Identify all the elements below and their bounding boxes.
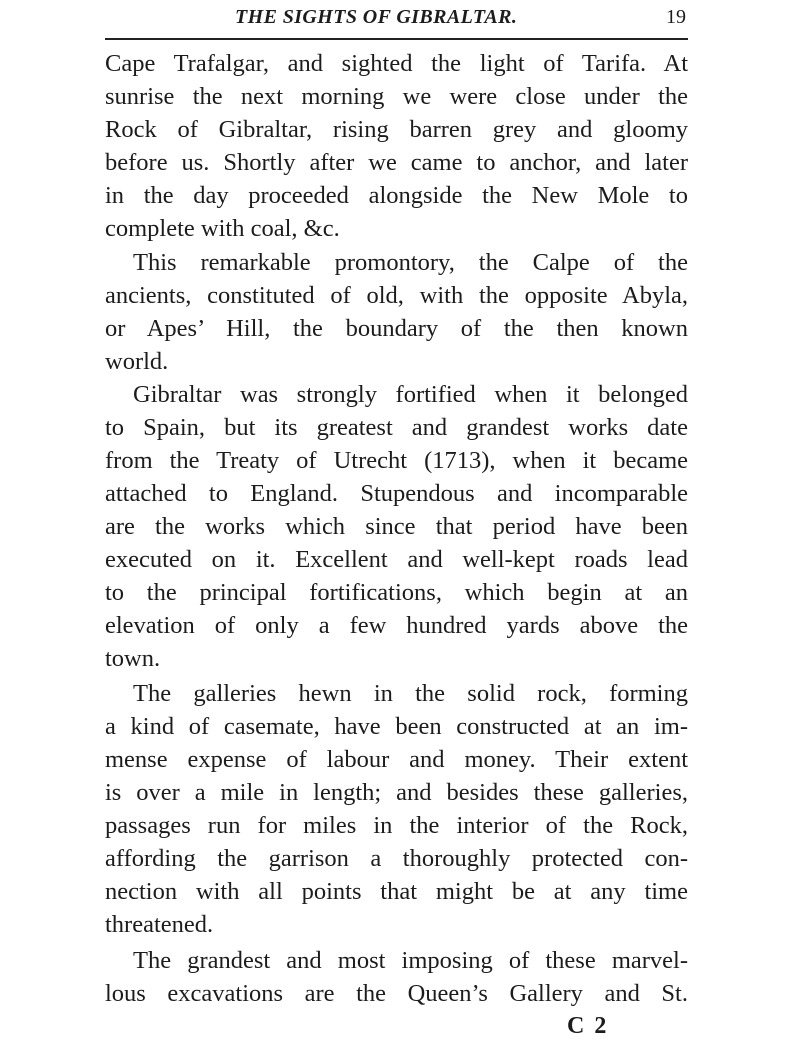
text-line: ancients, constituted of old, with the opposite Abyla, — [105, 282, 688, 309]
text-line: passages run for miles in the interior of the Rock, — [105, 812, 688, 839]
text-line: lous excavations are the Queen’s Gallery and St. — [105, 980, 688, 1007]
running-head — [105, 2, 688, 32]
text-line: is over a mile in length; and besides these galleries, — [105, 779, 688, 806]
running-title: THE SIGHTS OF GIBRALTAR. — [235, 6, 518, 28]
text-line: Rock of Gibraltar, rising barren grey and gloomy — [105, 116, 688, 143]
text-line: This remarkable promontory, the Calpe of the — [133, 249, 688, 276]
header-rule — [105, 38, 688, 40]
page-number: 19 — [666, 6, 686, 28]
text-line: The galleries hewn in the solid rock, forming — [133, 680, 688, 707]
text-line: Cape Trafalgar, and sighted the light of Tarifa. At — [105, 50, 688, 77]
text-line: before us. Shortly after we came to anchor, and later — [105, 149, 688, 176]
text-line: a kind of casemate, have been constructed at an im- — [105, 713, 688, 740]
text-line: in the day proceeded alongside the New Mole to — [105, 182, 688, 209]
text-line: world. — [105, 348, 169, 375]
text-line: or Apes’ Hill, the boundary of the then known — [105, 315, 688, 342]
text-line: mense expense of labour and money. Their extent — [105, 746, 688, 773]
text-line: nection with all points that might be at any time — [105, 878, 688, 905]
text-line: to the principal fortifications, which begin at an — [105, 579, 688, 606]
text-line: attached to England. Stupendous and incomparable — [105, 480, 688, 507]
text-line: to Spain, but its greatest and grandest works date — [105, 414, 688, 441]
text-line: complete with coal, &c. — [105, 215, 340, 242]
text-line: sunrise the next morning we were close under the — [105, 83, 688, 110]
text-line: affording the garrison a thoroughly protected con- — [105, 845, 688, 872]
text-line: executed on it. Excellent and well-kept roads lead — [105, 546, 688, 573]
text-line: elevation of only a few hundred yards above the — [105, 612, 688, 639]
text-line: town. — [105, 645, 161, 672]
signature-mark: C 2 — [567, 1013, 609, 1039]
text-line: The grandest and most imposing of these marvel- — [133, 947, 688, 974]
text-line: are the works which since that period have been — [105, 513, 688, 540]
text-line: threatened. — [105, 911, 214, 938]
text-line: Gibraltar was strongly fortified when it belonged — [133, 381, 688, 408]
text-line: from the Treaty of Utrecht (1713), when it became — [105, 447, 688, 474]
